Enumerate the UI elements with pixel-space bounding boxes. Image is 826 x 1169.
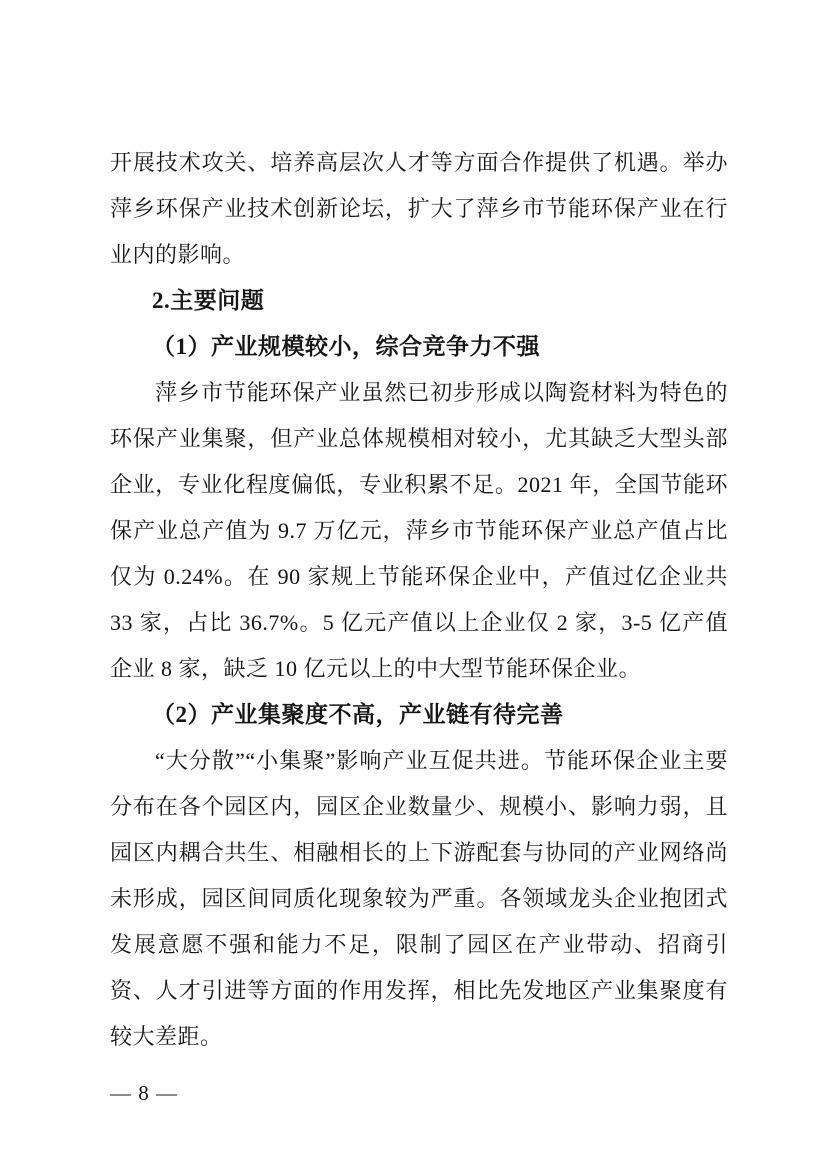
page-footer bbox=[110, 1078, 178, 1108]
paragraph-industry-scale: 萍乡市节能环保产业虽然已初步形成以陶瓷材料为特色的环保产业集聚，但产业总体规模相对较小，尤其缺乏大型头部企业，专业化程度偏低，专业积累不足。2021 年，全国节能环保产业总产值为 9.7 万亿元，萍乡市节能环保产业总产值占比仅为 0.24%。在 90 家规上节能环保企业中，产值过亿企业共 33 家，占比 36.7%。5 亿元产值以上企业仅 2 家，3-5 亿产值企业 8 家，缺乏 10 亿元以上的中大型节能环保企业。 bbox=[110, 380, 728, 681]
page-content bbox=[110, 140, 728, 1060]
subsection-heading-industry-scale: （1）产业规模较小，综合竞争力不强 bbox=[152, 334, 540, 359]
page-number: — 8 — bbox=[110, 1081, 178, 1105]
subsection-heading-agglomeration: （2）产业集聚度不高，产业链有待完善 bbox=[152, 702, 564, 727]
paragraph-continuation: 开展技术攻关、培养高层次人才等方面合作提供了机遇。举办萍乡环保产业技术创新论坛，扩大了萍乡市节能环保产业在行业内的影响。 bbox=[110, 150, 728, 267]
paragraph-agglomeration: “大分散”“小集聚”影响产业互促共进。节能环保企业主要分布在各个园区内，园区企业数量少、规模小、影响力弱，且园区内耦合共生、相融相长的上下游配套与协同的产业网络尚未形成，园区间同质化现象较为严重。各领域龙头企业抱团式发展意愿不强和能力不足，限制了园区在产业带动、招商引资、人才引进等方面的作用发挥，相比先发地区产业集聚度有较大差距。 bbox=[110, 748, 728, 1049]
section-heading-main-problems: 2.主要问题 bbox=[152, 288, 265, 313]
